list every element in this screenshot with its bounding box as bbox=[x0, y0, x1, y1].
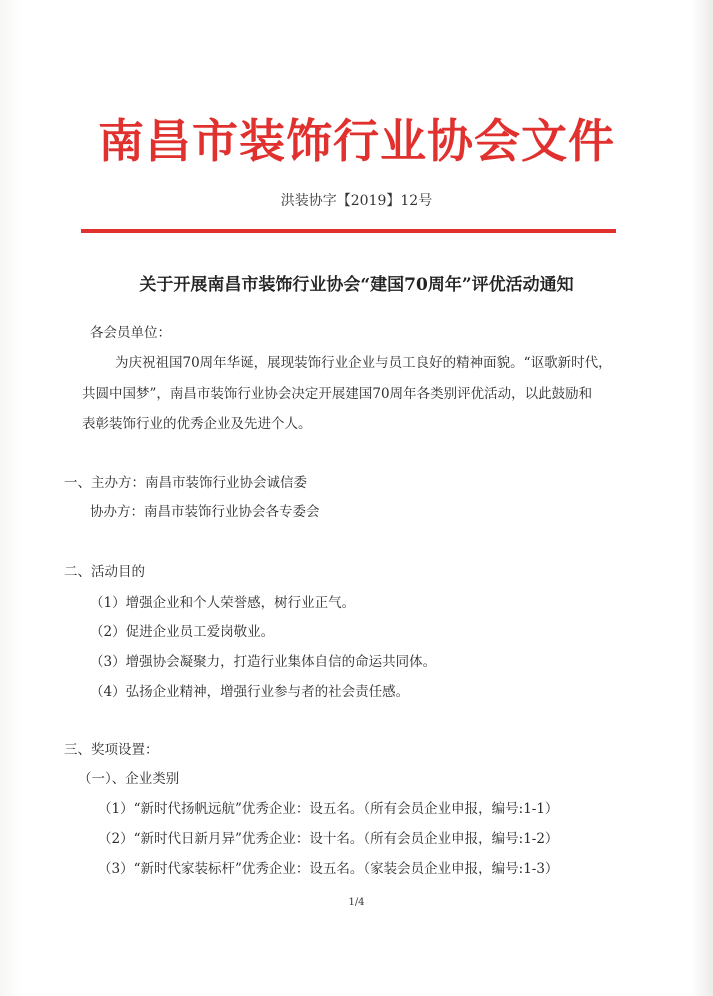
intro-line-3: 表彰装饰行业的优秀企业及先进个人。 bbox=[82, 416, 312, 432]
award-category-heading: （一）、企业类别 bbox=[78, 771, 180, 787]
award-item: （1）“新时代扬帆远航”优秀企业：设五名。（所有会员企业申报，编号:1-1） bbox=[98, 801, 559, 817]
section-1-heading: 一、主办方：南昌市装饰行业协会诚信委 bbox=[64, 475, 307, 491]
intro-line-1: 为庆祝祖国70周年华诞，展现装饰行业企业与员工良好的精神面貌。“讴歌新时代， bbox=[115, 355, 612, 371]
award-item: （3）“新时代家装标杆”优秀企业：设五名。（家装会员企业申报，编号:1-3） bbox=[98, 861, 559, 877]
section-3-heading: 三、奖项设置： bbox=[64, 742, 159, 758]
intro-line-2: 共圆中国梦”，南昌市装饰行业协会决定开展建国70周年各类别评优活动，以此鼓励和 bbox=[82, 386, 593, 402]
notice-title: 关于开展南昌市装饰行业协会“建国70周年”评优活动通知 bbox=[139, 275, 574, 295]
letterhead-title: 南昌市装饰行业协会文件 bbox=[98, 114, 615, 168]
page-number: 1/4 bbox=[348, 897, 365, 908]
red-divider bbox=[81, 229, 616, 233]
purpose-item: （1）增强企业和个人荣誉感，树行业正气。 bbox=[90, 595, 356, 611]
purpose-item: （2）促进企业员工爱岗敬业。 bbox=[90, 624, 275, 640]
section-2-heading: 二、活动目的 bbox=[64, 564, 145, 580]
co-organizer: 协办方：南昌市装饰行业协会各专委会 bbox=[90, 504, 320, 520]
purpose-item: （4）弘扬企业精神，增强行业参与者的社会责任感。 bbox=[90, 684, 410, 700]
salutation: 各会员单位： bbox=[90, 325, 171, 341]
document-number: 洪装协字【2019】12号 bbox=[280, 193, 433, 209]
purpose-item: （3）增强协会凝聚力，打造行业集体自信的命运共同体。 bbox=[90, 654, 437, 670]
award-item: （2）“新时代日新月异”优秀企业：设十名。（所有会员企业申报，编号:1-2） bbox=[98, 831, 559, 847]
